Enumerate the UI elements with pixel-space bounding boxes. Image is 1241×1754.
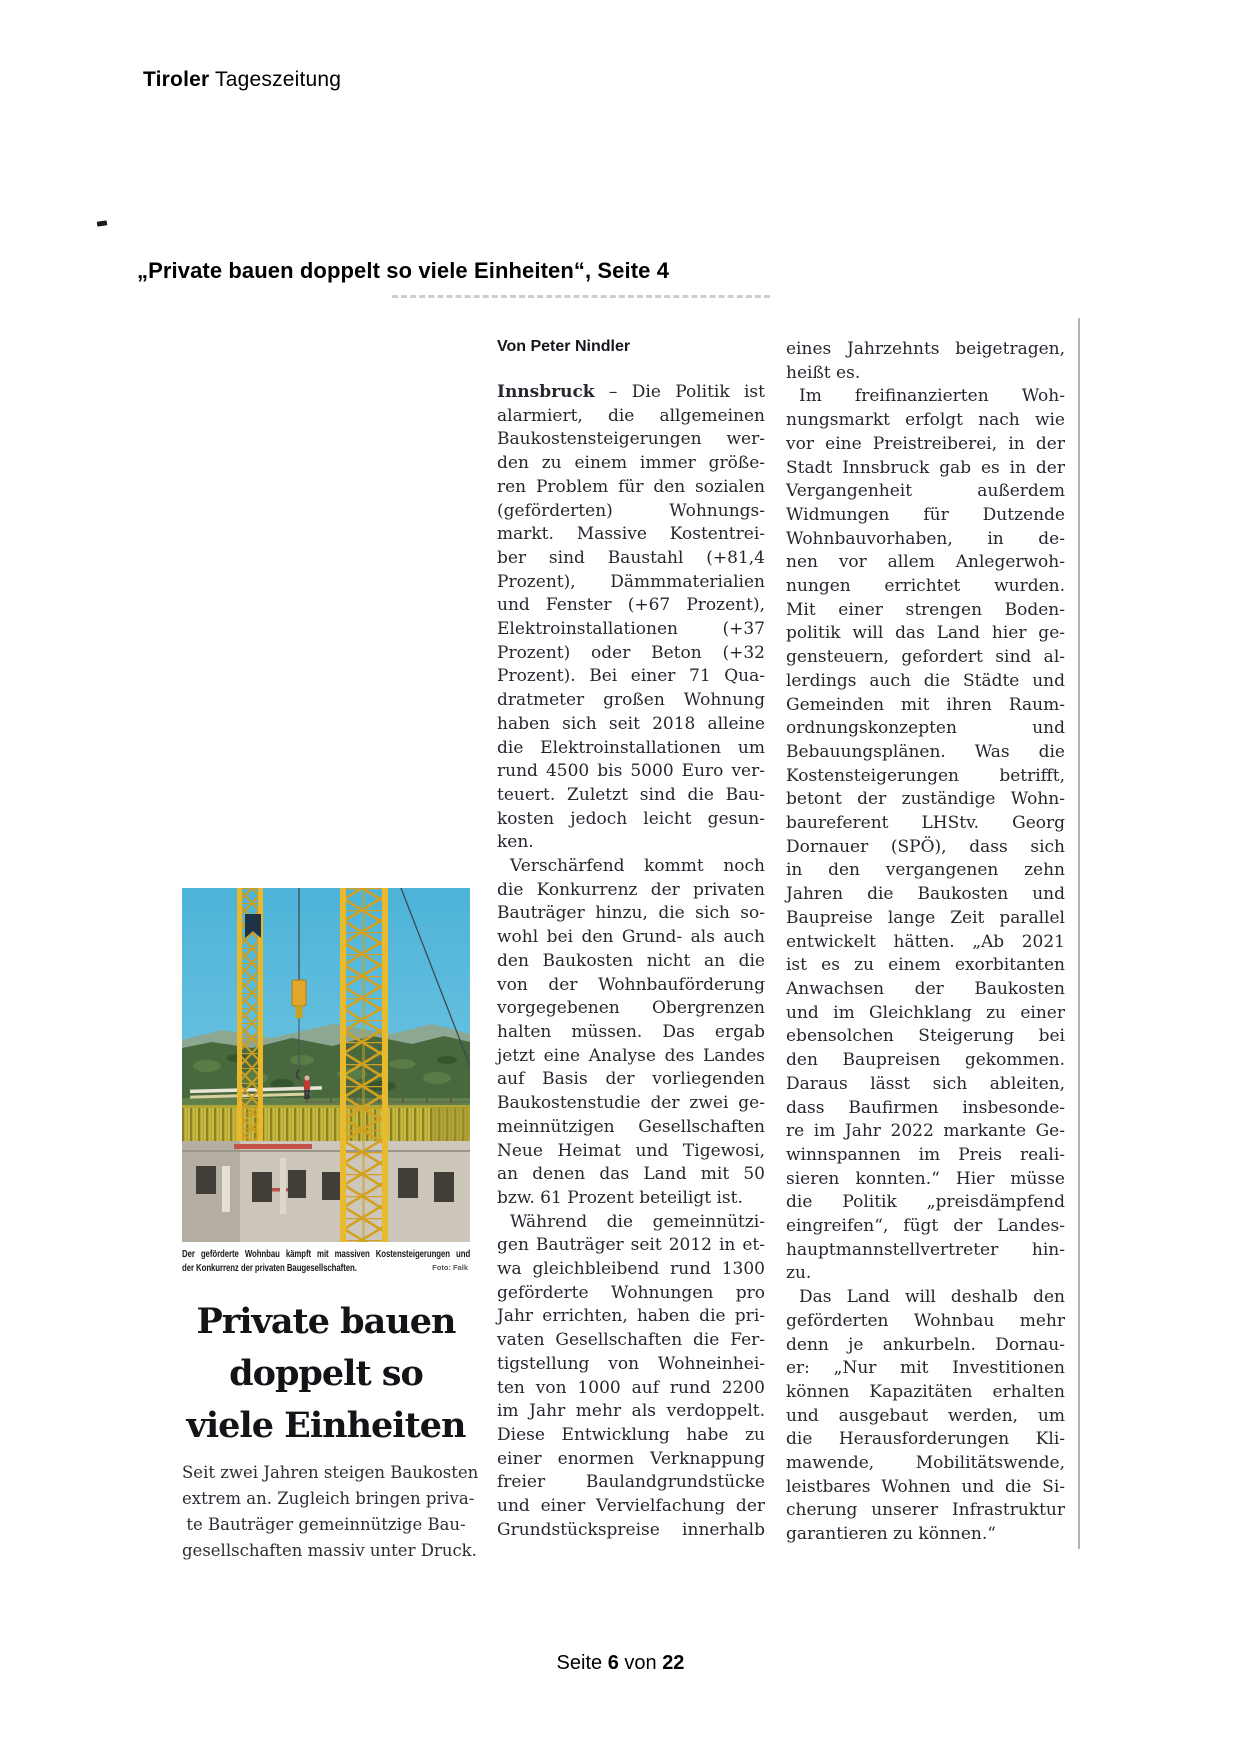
article-subtitle (182, 1460, 479, 1564)
column-divider-rule (1078, 318, 1080, 1549)
text-line: Prozent). Bei einer 71 Qua- (497, 666, 765, 687)
text-line: Baupreise lange Zeit parallel (786, 907, 1065, 928)
text-line: die Konkurrenz der privaten (497, 879, 765, 900)
text-line: heißt es. (786, 362, 861, 383)
text-line: lerdings auch die Städte und (786, 670, 1065, 691)
text-line: dass Baufirmen insbesonde- (786, 1097, 1065, 1118)
text-line: den zu einem immer größe- (497, 453, 765, 474)
footer-page-number: 6 (607, 1652, 619, 1674)
text-line: ber sind Baustahl (+81,4 (497, 547, 765, 568)
paragraph (786, 385, 1065, 1286)
photo-caption (182, 1248, 470, 1280)
text-line: entwickelt hätten. „Ab 2021 (786, 931, 1065, 952)
publication-name (143, 68, 341, 92)
text-line: viele Einheiten (186, 1405, 466, 1446)
text-line: Diese Entwicklung habe zu (497, 1424, 765, 1445)
text-line: gesellschaften massiv unter Druck. (182, 1541, 477, 1560)
text-line: doppelt so (229, 1353, 423, 1394)
text-line: meinnützigen Gesellschaften (497, 1116, 765, 1137)
text-line: auf Basis der vorliegenden (497, 1069, 765, 1090)
text-line: Bebauungsplänen. Was die (786, 741, 1065, 762)
text-line: Elektroinstallationen (+37 (497, 619, 765, 640)
text-line: mawende, Mobilitätswende, (786, 1453, 1065, 1474)
text-line: te Bauträger gemeinnützige Bau- (186, 1515, 466, 1534)
text-line: können Kapazitäten erhalten (786, 1381, 1065, 1402)
text-line: den Baukosten nicht an die (497, 950, 765, 971)
footer-label-seite: Seite (556, 1652, 608, 1674)
text-line: rund 4500 bis 5000 Euro ver- (497, 761, 765, 782)
text-line: in den vergangenen zehn (786, 860, 1065, 881)
text-line: Wohnbauvorhaben, in de- (786, 528, 1065, 549)
photo-credit: Foto: Falk (432, 1263, 468, 1272)
text-line: dratmeter großen Wohnung (497, 690, 765, 711)
text-line: Grundstückspreise innerhalb (497, 1519, 765, 1540)
text-line: betont der zuständige Wohn- (786, 789, 1065, 810)
paragraph (497, 1211, 765, 1543)
text-line: jetzt eine Analyse des Landes (497, 1045, 765, 1066)
text-line: wohl bei den Grund- als auch (497, 927, 765, 948)
text-line: politik will das Land hier ge- (786, 623, 1065, 644)
text-line: Jahr errichten, haben die pri- (497, 1306, 765, 1327)
text-line: Der geförderte Wohnbau kämpft mit massiven Kostensteigerungen und (182, 1249, 471, 1260)
text-line: teuert. Zuletzt sind die Bau- (497, 784, 765, 805)
text-line: Dornauer (SPÖ), dass sich (786, 836, 1065, 857)
paragraph-lead (497, 381, 765, 855)
page-footer (0, 1652, 1241, 1675)
text-line: winnspannen im Preis reali- (786, 1144, 1065, 1165)
text-line: Vergangenheit außerdem (786, 481, 1065, 502)
text-line: eines Jahrzehnts beigetragen, (786, 339, 1065, 359)
text-line: Jahren die Baukosten und (786, 884, 1065, 905)
text-line: Baukostenstudie der zwei ge- (497, 1093, 765, 1114)
text-line: extrem an. Zugleich bringen priva- (182, 1489, 475, 1508)
text-line: ken. (497, 832, 534, 853)
footer-total-pages: 22 (662, 1652, 685, 1674)
text-line: Innsbruck – Die Politik ist (497, 382, 765, 402)
paragraph (497, 855, 765, 1211)
text-line: leistbares Wohnen und die Si- (786, 1476, 1065, 1497)
text-line: Das Land will deshalb den (799, 1287, 1065, 1308)
text-column-2 (786, 338, 1065, 1547)
text-line: vaten Gesellschaften die Fer- (497, 1330, 765, 1351)
text-line: ten von 1000 auf rund 2200 (497, 1377, 765, 1398)
text-line: die Herausforderungen Kli- (786, 1429, 1065, 1450)
text-line: garantieren zu können.“ (786, 1524, 996, 1545)
text-line: Anwachsen der Baukosten (786, 978, 1065, 999)
text-line: nungen errichtet wurden. (786, 576, 1065, 597)
text-line: Stadt Innsbruck gab es in der (786, 457, 1065, 478)
text-line: Im freifinanzierten Woh- (799, 386, 1065, 407)
text-line: gensteuern, gefordert sind al- (786, 647, 1065, 668)
text-line: Bauträger hinzu, die sich so- (497, 903, 765, 924)
text-line: Kostensteigerungen betrifft, (786, 765, 1065, 786)
text-line: Verschärfend kommt noch (510, 856, 765, 877)
text-line: ren Problem für den sozialen (497, 476, 765, 497)
text-line: die Politik „preisdämpfend (786, 1192, 1065, 1213)
text-line: Gemeinden mit ihren Raum- (786, 694, 1065, 715)
text-line: wa gleichbleibend rund 1300 (497, 1259, 765, 1280)
text-line: Private bauen (196, 1301, 456, 1342)
text-line: die Elektroinstallationen um (497, 737, 765, 758)
right-crane-mast (340, 888, 388, 1242)
text-line: nungsmarkt erfolgt nach wie (786, 410, 1065, 431)
text-line: Mit einer strengen Boden- (786, 599, 1065, 620)
footer-label-von: von (618, 1652, 663, 1674)
text-line: sieren konnten.“ Hier müsse (786, 1168, 1065, 1189)
text-column-1 (497, 381, 765, 1542)
text-line: cherung unserer Infrastruktur (786, 1500, 1065, 1521)
text-line: Neue Heimat und Tigewosi, (497, 1140, 765, 1161)
text-line: ist es zu einem exorbitanten (786, 955, 1065, 976)
text-line: freier Baulandgrundstücke (497, 1472, 765, 1493)
text-line: kosten jedoch leicht gesun- (497, 808, 765, 829)
publication-name-bold: Tiroler (143, 68, 210, 91)
left-crane-mast (237, 888, 263, 1141)
text-line: eingreifen“, fügt der Landes- (786, 1216, 1065, 1237)
scan-ink-artifact (97, 220, 108, 226)
byline: Von Peter Nindler (497, 338, 631, 355)
paragraph-continuation (786, 338, 1065, 385)
text-line: geförderte Wohnungen pro (497, 1282, 765, 1303)
text-line: und Fenster (+67 Prozent), (497, 595, 765, 616)
construction-site-photo (182, 888, 470, 1242)
text-line: und im Gleichklang zu einer (786, 1002, 1065, 1023)
photo-caption-text (182, 1248, 470, 1275)
text-line: der Konkurrenz der privaten Baugesellschaften. (182, 1262, 357, 1274)
article-left-block (182, 888, 479, 1564)
text-line: baureferent LHStv. Georg (786, 813, 1065, 834)
text-line: Prozent) oder Beton (+32 (497, 642, 765, 663)
text-line: (geförderten) Wohnungs- (497, 500, 765, 521)
text-line: nen vor allem Anlegerwoh- (786, 552, 1065, 573)
clipping-headline: „Private bauen doppelt so viele Einheiten“, Seite 4 (137, 258, 670, 283)
text-line: Während die gemeinnützi- (510, 1211, 765, 1232)
text-line: haben sich seit 2018 alleine (497, 713, 765, 734)
text-line: denn je ankurbeln. Dornau- (786, 1334, 1065, 1355)
text-line: von der Wohnbauförderung (497, 974, 765, 995)
text-line: vorgegebenen Obergrenzen (497, 998, 765, 1019)
text-line: markt. Massive Kostentrei- (497, 524, 765, 545)
text-line: im Jahr mehr als verdoppelt. (497, 1401, 765, 1422)
text-line: den Baupreisen gekommen. (786, 1050, 1065, 1071)
text-line: und einer Vervielfachung der (497, 1496, 765, 1517)
text-line: bzw. 61 Prozent beteiligt ist. (497, 1187, 743, 1208)
text-line: re im Jahr 2022 markante Ge- (786, 1121, 1065, 1142)
text-line: Daraus lässt sich ableiten, (786, 1073, 1065, 1094)
text-line: an denen das Land mit 50 (497, 1164, 765, 1185)
text-line: Widmungen für Dutzende (786, 504, 1065, 525)
text-line: ebensolchen Steigerung bei (786, 1026, 1065, 1047)
text-line: gen Bauträger seit 2012 in et- (497, 1235, 765, 1256)
text-line: halten müssen. Das ergab (497, 1021, 765, 1042)
text-line: Baukostensteigerungen wer- (497, 429, 765, 450)
text-line: Seit zwei Jahren steigen Baukosten (182, 1463, 479, 1482)
text-line: und ausgebaut werden, um (786, 1405, 1065, 1426)
text-line: vor eine Preistreiberei, in der (786, 433, 1065, 454)
text-line: ordnungskonzepten und (786, 718, 1065, 739)
publication-name-regular: Tageszeitung (209, 68, 342, 91)
text-line: er: „Nur mit Investitionen (786, 1358, 1065, 1379)
text-line: tigstellung von Wohneinhei- (497, 1353, 765, 1374)
text-line: geförderten Wohnbau mehr (786, 1310, 1065, 1331)
text-line: Prozent), Dämmmaterialien (497, 571, 765, 592)
text-line: alarmiert, die allgemeinen (497, 405, 765, 426)
article-title (182, 1296, 470, 1452)
scan-crop-line (392, 295, 770, 298)
text-line: hauptmannstellvertreter hin- (786, 1239, 1065, 1260)
paragraph (786, 1286, 1065, 1547)
text-line: einer enormen Verknappung (497, 1448, 765, 1469)
text-line: zu. (786, 1263, 812, 1284)
